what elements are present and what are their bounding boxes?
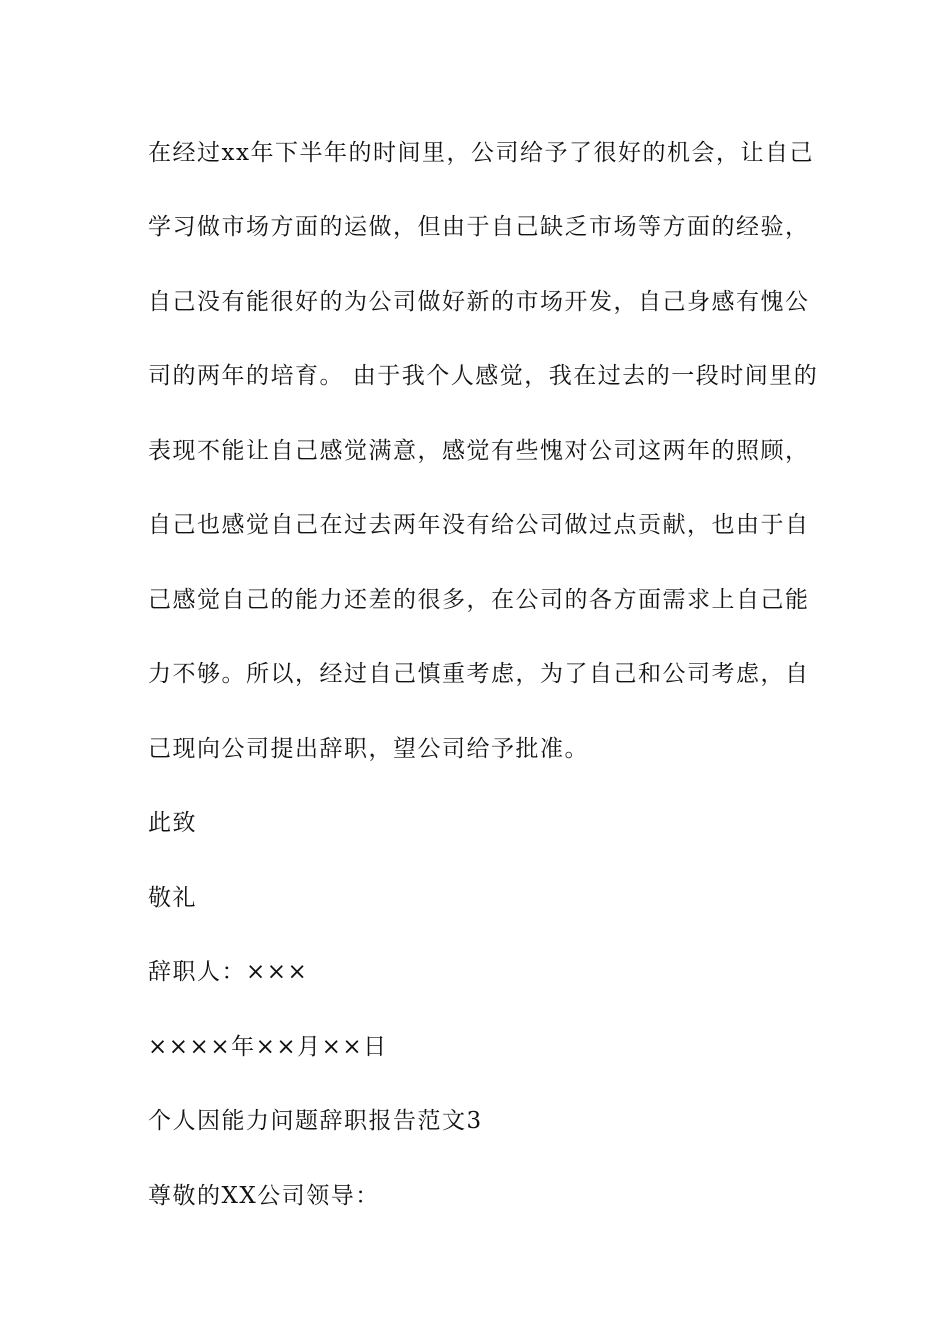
signer-line: 辞职人：××× — [148, 959, 309, 985]
paragraph-line-2: 学习做市场方面的运做，但由于自己缺乏市场等方面的经验， — [148, 214, 810, 240]
paragraph-line-5: 表现不能让自己感觉满意，感觉有些愧对公司这两年的照顾， — [148, 438, 810, 464]
salutation-line: 尊敬的XX公司领导： — [148, 1183, 380, 1209]
date-line: ××××年××月××日 — [148, 1034, 388, 1060]
closing-jingli: 敬礼 — [148, 885, 197, 911]
paragraph-line-9: 己现向公司提出辞职，望公司给予批准。 — [148, 736, 589, 762]
section-title: 个人因能力问题辞职报告范文3 — [148, 1108, 483, 1134]
paragraph-line-6: 自己也感觉自己在过去两年没有给公司做过点贡献，也由于自 — [148, 512, 810, 538]
closing-cizhi: 此致 — [148, 810, 197, 836]
paragraph-line-7: 己感觉自己的能力还差的很多，在公司的各方面需求上自己能 — [148, 587, 810, 613]
paragraph-line-3: 自己没有能很好的为公司做好新的市场开发，自己身感有愧公 — [148, 289, 810, 315]
paragraph-line-4: 司的两年的培育。 由于我个人感觉，我在过去的一段时间里的 — [148, 363, 819, 389]
paragraph-line-1: 在经过xx年下半年的时间里，公司给予了很好的机会，让自己 — [148, 140, 814, 166]
paragraph-line-8: 力不够。所以，经过自己慎重考虑，为了自己和公司考虑，自 — [148, 661, 810, 687]
